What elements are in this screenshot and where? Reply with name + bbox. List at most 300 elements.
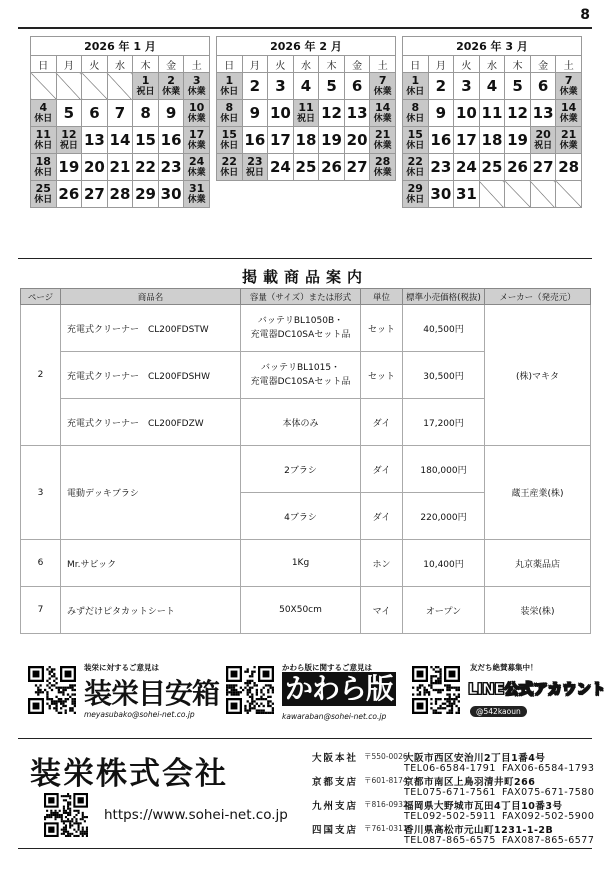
calendar-day-cell [428, 100, 454, 127]
holiday-label: 休日 [406, 87, 425, 97]
calendar-day-cell [454, 127, 480, 154]
calendar-day-cell [319, 100, 345, 127]
calendar-holiday-cell [217, 154, 243, 181]
calendar-day-cell [505, 100, 531, 127]
day-number: 25 [481, 158, 503, 176]
day-number: 13 [532, 104, 554, 122]
header-price: 標準小売価格(税抜) [403, 289, 485, 305]
day-number: 9 [435, 104, 447, 122]
calendar-holiday-cell [217, 127, 243, 154]
section-rule [18, 258, 592, 259]
weekday-label: 月 [56, 56, 82, 73]
calendar-holiday-cell [184, 127, 210, 154]
office-fax: FAX087-865-6577 [502, 835, 595, 846]
calendar-march [402, 36, 582, 208]
day-number: 29 [407, 182, 423, 195]
day-number: 7 [378, 74, 387, 87]
calendar-day-cell [505, 154, 531, 181]
table-header-row [21, 289, 591, 305]
holiday-label: 休業 [187, 87, 206, 97]
office-address: 香川県高松市元山町1231-1-2B [404, 825, 554, 836]
weekday-label: 土 [556, 56, 582, 73]
day-number: 6 [89, 104, 100, 122]
day-number: 28 [109, 185, 131, 203]
day-number: 4 [300, 77, 312, 95]
spec-cell [241, 305, 361, 352]
calendar-day-cell [479, 154, 505, 181]
day-number: 24 [189, 155, 205, 168]
unit-cell: マイ [361, 587, 403, 634]
header-unit: 単位 [361, 289, 403, 305]
day-number: 16 [244, 131, 266, 149]
weekday-label: 水 [107, 56, 133, 73]
price-cell: 180,000円 [403, 446, 485, 493]
calendar-holiday-cell [370, 154, 396, 181]
day-number: 10 [455, 104, 477, 122]
weekday-label: 金 [158, 56, 184, 73]
holiday-label: 祝日 [59, 141, 78, 151]
day-number: 19 [321, 131, 342, 149]
day-number: 20 [346, 131, 368, 149]
kawaraban-email-link[interactable]: kawaraban@sohei-net.co.jp [282, 712, 387, 721]
calendar-day-cell [268, 154, 294, 181]
calendar-title: 2026 年 1 月 [31, 37, 210, 56]
weekday-label: 水 [479, 56, 505, 73]
day-number: 13 [346, 104, 368, 122]
spec-cell: 1Kg [241, 540, 361, 587]
weekday-label: 火 [82, 56, 108, 73]
calendar-day-cell [319, 154, 345, 181]
holiday-label: 休業 [373, 87, 392, 97]
header-name: 商品名 [61, 289, 241, 305]
holiday-label: 休業 [559, 114, 578, 124]
day-number: 22 [407, 155, 423, 168]
kawaraban-subtitle: かわら版に関するご意見は [282, 663, 372, 672]
holiday-label: 休業 [187, 141, 206, 151]
qr-code-icon[interactable] [226, 666, 274, 714]
day-number: 7 [114, 104, 126, 122]
top-rule [18, 27, 592, 29]
weekday-label: 木 [133, 56, 159, 73]
calendar-holiday-cell [403, 100, 429, 127]
holiday-label: 休業 [559, 141, 578, 151]
office-fax: FAX092-502-5900 [502, 811, 595, 822]
spec-line: 充電器DC10SAセット品 [250, 377, 351, 387]
page-cell: 6 [21, 540, 61, 587]
holiday-label: 休日 [406, 195, 425, 205]
calendar-day-cell [530, 73, 556, 100]
day-number: 13 [83, 131, 105, 149]
line-account-id[interactable]: @542kaoun [470, 706, 527, 717]
calendar-holiday-cell [556, 127, 582, 154]
holiday-label: 休日 [34, 168, 53, 178]
day-number: 26 [321, 158, 342, 176]
spec-line: バッテリBL1050B・ [257, 316, 344, 326]
calendar-day-cell [242, 100, 268, 127]
calendar-day-cell [107, 181, 133, 208]
holiday-label: 休業 [187, 114, 206, 124]
calendar-day-cell [107, 154, 133, 181]
holiday-label: 休業 [187, 195, 206, 205]
calendar-empty-cell [530, 181, 556, 208]
holiday-label: 祝日 [136, 87, 155, 97]
office-zip: 〒816-0932 [364, 800, 408, 809]
day-number: 19 [58, 158, 80, 176]
calendar-day-cell [428, 154, 454, 181]
holiday-label: 祝日 [534, 141, 553, 151]
meyasubako-subtitle: 装栄に対するご意見は [84, 663, 159, 672]
day-number: 31 [189, 182, 205, 195]
unit-cell: セット [361, 305, 403, 352]
day-number: 15 [135, 131, 156, 149]
meyasubako-title: 装栄目安箱 [84, 677, 220, 710]
table-row [21, 540, 591, 587]
calendar-holiday-cell [158, 73, 184, 100]
holiday-label: 休日 [220, 114, 239, 124]
weekday-label: 日 [403, 56, 429, 73]
day-number: 17 [189, 128, 205, 141]
calendar-day-cell [319, 127, 345, 154]
calendar-empty-cell [556, 181, 582, 208]
day-number: 4 [39, 101, 48, 114]
office-address: 大阪市西区安治川2丁目1番4号 [404, 753, 546, 764]
price-cell: オープン [403, 587, 485, 634]
price-cell: 220,000円 [403, 493, 485, 540]
day-number: 15 [407, 128, 423, 141]
calendar-empty-cell [107, 73, 133, 100]
spec-cell: 50X50cm [241, 587, 361, 634]
day-number: 24 [455, 158, 477, 176]
product-name: 電動デッキブラシ [61, 446, 241, 540]
table-row [21, 587, 591, 634]
day-number: 11 [298, 101, 314, 114]
office-fax: FAX06-6584-1793 [502, 763, 595, 774]
calendar-day-cell [133, 100, 159, 127]
calendar-holiday-cell [31, 100, 57, 127]
header-spec: 容量（サイズ）または形式 [241, 289, 361, 305]
page-cell: 7 [21, 587, 61, 634]
calendar-title: 2026 年 2 月 [217, 37, 396, 56]
calendar-day-cell [454, 100, 480, 127]
office-zip: 〒601-8174 [364, 776, 408, 785]
calendar-holiday-cell [242, 154, 268, 181]
spec-cell: 4ブラシ [241, 493, 361, 540]
calendar-holiday-cell [184, 181, 210, 208]
day-number: 8 [140, 104, 151, 122]
calendar-day-cell [454, 73, 480, 100]
weekday-label: 金 [344, 56, 370, 73]
day-number: 3 [275, 77, 286, 95]
offices-list [312, 750, 595, 858]
day-number: 23 [247, 155, 263, 168]
day-number: 23 [160, 158, 182, 176]
maker-cell: 蔵王産業(株) [485, 446, 591, 540]
calendar-day-cell [454, 154, 480, 181]
day-number: 18 [481, 131, 503, 149]
day-number: 24 [269, 158, 291, 176]
day-number: 17 [269, 131, 291, 149]
day-number: 9 [249, 104, 261, 122]
calendar-day-cell [505, 73, 531, 100]
office-zip: 〒550-0026 [364, 752, 408, 761]
holiday-label: 祝日 [296, 114, 315, 124]
header-page: ページ [21, 289, 61, 305]
day-number: 23 [430, 158, 452, 176]
calendar-day-cell [82, 181, 108, 208]
holiday-label: 休日 [34, 141, 53, 151]
products-table [20, 288, 591, 634]
footer-rule-bottom [18, 848, 592, 849]
day-number: 11 [481, 104, 503, 122]
day-number: 8 [411, 101, 420, 114]
header-maker: メーカー（発売元） [485, 289, 591, 305]
holiday-label: 休業 [373, 168, 392, 178]
day-number: 19 [507, 131, 528, 149]
calendar-holiday-cell [217, 100, 243, 127]
product-name: 充電式クリーナー CL200FDZW [61, 399, 241, 446]
calendar-day-cell [344, 100, 370, 127]
day-number: 22 [221, 155, 237, 168]
calendar-day-cell [530, 100, 556, 127]
holiday-label: 休日 [406, 114, 425, 124]
calendar-day-cell [428, 73, 454, 100]
day-number: 2 [249, 77, 261, 95]
holiday-label: 休業 [162, 87, 181, 97]
calendar-holiday-cell [56, 127, 82, 154]
line-subtitle: 友だち絶賛募集中！ [470, 663, 538, 672]
holiday-label: 休日 [406, 168, 425, 178]
weekday-label: 水 [293, 56, 319, 73]
qr-code-icon[interactable] [44, 793, 88, 837]
calendar-february [216, 36, 396, 181]
page-cell: 2 [21, 305, 61, 446]
day-number: 29 [135, 185, 156, 203]
calendar-empty-cell [479, 181, 505, 208]
calendar-holiday-cell [370, 73, 396, 100]
calendar-day-cell [82, 154, 108, 181]
calendar-day-cell [158, 127, 184, 154]
company-url-link[interactable]: https://www.sohei-net.co.jp [104, 807, 288, 823]
weekday-label: 月 [428, 56, 454, 73]
spec-cell: 2ブラシ [241, 446, 361, 493]
day-number: 27 [83, 185, 105, 203]
unit-cell: ダイ [361, 399, 403, 446]
calendar-holiday-cell [31, 181, 57, 208]
table-row [21, 446, 591, 493]
office-fax: FAX075-671-7580 [502, 787, 595, 798]
calendar-day-cell [133, 127, 159, 154]
weekday-label: 火 [268, 56, 294, 73]
calendar-holiday-cell [556, 100, 582, 127]
qr-code-icon[interactable] [412, 666, 460, 714]
weekday-label: 金 [530, 56, 556, 73]
holiday-label: 休日 [406, 141, 425, 151]
maker-cell: (株)マキタ [485, 305, 591, 446]
day-number: 26 [58, 185, 80, 203]
holiday-label: 休日 [220, 168, 239, 178]
day-number: 3 [192, 74, 201, 87]
calendar-day-cell [56, 154, 82, 181]
calendar-holiday-cell [217, 73, 243, 100]
calendar-day-cell [428, 181, 454, 208]
products-title: 掲載商品案内 [241, 268, 368, 286]
day-number: 21 [561, 128, 577, 141]
calendar-day-cell [479, 73, 505, 100]
office-name: 大阪本社 [312, 753, 359, 764]
day-number: 1 [141, 74, 150, 87]
product-name: みずだけピタカットシート [61, 587, 241, 634]
price-cell: 10,400円 [403, 540, 485, 587]
day-number: 12 [61, 128, 77, 141]
day-number: 18 [35, 155, 51, 168]
office-name: 京都支店 [312, 777, 359, 788]
day-number: 16 [430, 131, 452, 149]
day-number: 7 [564, 74, 573, 87]
qr-code-icon[interactable] [28, 666, 76, 714]
calendar-day-cell [479, 100, 505, 127]
calendar-empty-cell [82, 73, 108, 100]
calendar-holiday-cell [370, 127, 396, 154]
day-number: 8 [225, 101, 234, 114]
footer-rule-top [18, 738, 592, 739]
calendar-day-cell [293, 73, 319, 100]
day-number: 10 [189, 101, 205, 114]
day-number: 4 [486, 77, 498, 95]
kawaraban-title: かわら版 [282, 672, 396, 706]
calendar-day-cell [428, 127, 454, 154]
calendar-day-cell [268, 73, 294, 100]
calendar-holiday-cell [184, 73, 210, 100]
day-number: 10 [269, 104, 291, 122]
calendar-day-cell [107, 127, 133, 154]
day-number: 14 [375, 101, 391, 114]
day-number: 20 [83, 158, 105, 176]
calendar-day-cell [344, 154, 370, 181]
day-number: 25 [295, 158, 317, 176]
office-tel: TEL075-671-7561 [404, 787, 496, 798]
office-address: 京都市南区上鳥羽清井町266 [404, 777, 536, 788]
day-number: 17 [455, 131, 477, 149]
weekday-label: 土 [184, 56, 210, 73]
calendar-holiday-cell [403, 127, 429, 154]
day-number: 1 [225, 74, 234, 87]
weekday-label: 木 [505, 56, 531, 73]
calendar-holiday-cell [293, 100, 319, 127]
price-cell: 40,500円 [403, 305, 485, 352]
spec-line: バッテリBL1015・ [260, 363, 341, 373]
spec-line: 充電器DC10SAセット品 [250, 330, 351, 340]
maker-cell: 丸京薬品店 [485, 540, 591, 587]
price-cell: 30,500円 [403, 352, 485, 399]
calendar-day-cell [344, 127, 370, 154]
calendar-day-cell [158, 100, 184, 127]
office-tel: TEL087-865-6575 [404, 835, 496, 846]
meyasubako-email-link[interactable]: meyasubako@sohei-net.co.jp [84, 710, 195, 719]
calendar-holiday-cell [403, 181, 429, 208]
holiday-label: 休日 [34, 195, 53, 205]
calendar-day-cell [268, 127, 294, 154]
weekday-label: 木 [319, 56, 345, 73]
calendar-day-cell [158, 154, 184, 181]
product-name: Mr.サビック [61, 540, 241, 587]
maker-cell: 装栄(株) [485, 587, 591, 634]
weekday-label: 日 [31, 56, 57, 73]
holiday-label: 休業 [373, 114, 392, 124]
day-number: 5 [512, 77, 523, 95]
weekday-label: 月 [242, 56, 268, 73]
weekday-label: 日 [217, 56, 243, 73]
office-tel: TEL06-6584-1791 [404, 763, 496, 774]
price-cell: 17,200円 [403, 399, 485, 446]
product-name: 充電式クリーナー CL200FDSTW [61, 305, 241, 352]
day-number: 27 [532, 158, 554, 176]
day-number: 3 [461, 77, 472, 95]
day-number: 12 [321, 104, 342, 122]
day-number: 14 [561, 101, 577, 114]
weekday-label: 土 [370, 56, 396, 73]
day-number: 21 [109, 158, 131, 176]
product-name: 充電式クリーナー CL200FDSHW [61, 352, 241, 399]
day-number: 14 [109, 131, 131, 149]
company-name: 装栄株式会社 [30, 756, 228, 792]
calendar-empty-cell [56, 73, 82, 100]
calendar-day-cell [454, 181, 480, 208]
day-number: 6 [537, 77, 549, 95]
day-number: 5 [326, 77, 337, 95]
calendar-holiday-cell [31, 127, 57, 154]
day-number: 22 [135, 158, 156, 176]
calendar-holiday-cell [403, 154, 429, 181]
calendar-day-cell [56, 181, 82, 208]
day-number: 9 [165, 104, 177, 122]
holiday-label: 休業 [187, 168, 206, 178]
day-number: 30 [160, 185, 182, 203]
calendar-day-cell [82, 100, 108, 127]
holiday-label: 祝日 [245, 168, 264, 178]
calendar-day-cell [505, 127, 531, 154]
page-cell: 3 [21, 446, 61, 540]
day-number: 15 [221, 128, 237, 141]
holiday-label: 休日 [220, 141, 239, 151]
day-number: 18 [295, 131, 317, 149]
calendar-holiday-cell [184, 154, 210, 181]
day-number: 2 [167, 74, 175, 87]
calendar-day-cell [242, 127, 268, 154]
weekday-label: 火 [454, 56, 480, 73]
holiday-label: 休日 [220, 87, 239, 97]
day-number: 21 [375, 128, 391, 141]
calendar-day-cell [133, 154, 159, 181]
day-number: 20 [535, 128, 551, 141]
unit-cell: ダイ [361, 446, 403, 493]
calendar-title: 2026 年 3 月 [403, 37, 582, 56]
calendar-empty-cell [31, 73, 57, 100]
day-number: 26 [507, 158, 528, 176]
office-address: 福岡県大野城市瓦田4丁目10番3号 [404, 801, 563, 812]
day-number: 28 [375, 155, 391, 168]
holiday-label: 休業 [559, 87, 578, 97]
day-number: 6 [351, 77, 363, 95]
holiday-label: 休日 [34, 114, 53, 124]
page-number: 8 [580, 7, 590, 23]
day-number: 5 [63, 104, 75, 122]
calendar-day-cell [319, 73, 345, 100]
calendar-day-cell [268, 100, 294, 127]
day-number: 16 [160, 131, 182, 149]
day-number: 25 [35, 182, 51, 195]
calendar-holiday-cell [370, 100, 396, 127]
calendar-day-cell [133, 181, 159, 208]
